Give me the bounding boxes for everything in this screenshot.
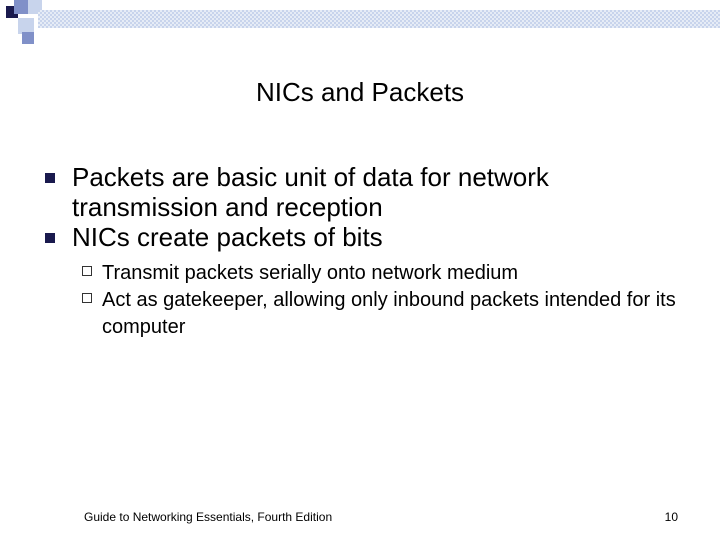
bullet-text: Packets are basic unit of data for network transmission and reception xyxy=(72,162,549,222)
page-number: 10 xyxy=(664,510,678,524)
sub-bullet-item xyxy=(44,287,684,341)
footer-book-title: Guide to Networking Essentials, Fourth Edition xyxy=(84,510,333,524)
bullet-list xyxy=(44,162,684,341)
bullet-text: NICs create packets of bits xyxy=(72,222,383,252)
slide-title: NICs and Packets xyxy=(255,77,465,107)
bullet-square-icon xyxy=(45,233,55,243)
bullet-item xyxy=(44,222,684,252)
bullet-square-icon xyxy=(45,173,55,183)
header-band xyxy=(38,10,720,28)
deco-square-mid xyxy=(14,0,28,14)
hollow-square-icon xyxy=(82,266,92,276)
bullet-item xyxy=(44,162,684,222)
hollow-square-icon xyxy=(82,293,92,303)
deco-square-mid xyxy=(22,32,34,44)
sub-bullet-text: Transmit packets serially onto network medium xyxy=(102,262,519,284)
sub-bullet-item xyxy=(44,260,684,287)
sub-bullet-text: Act as gatekeeper, allowing only inbound packets intended for its computer xyxy=(102,289,676,338)
